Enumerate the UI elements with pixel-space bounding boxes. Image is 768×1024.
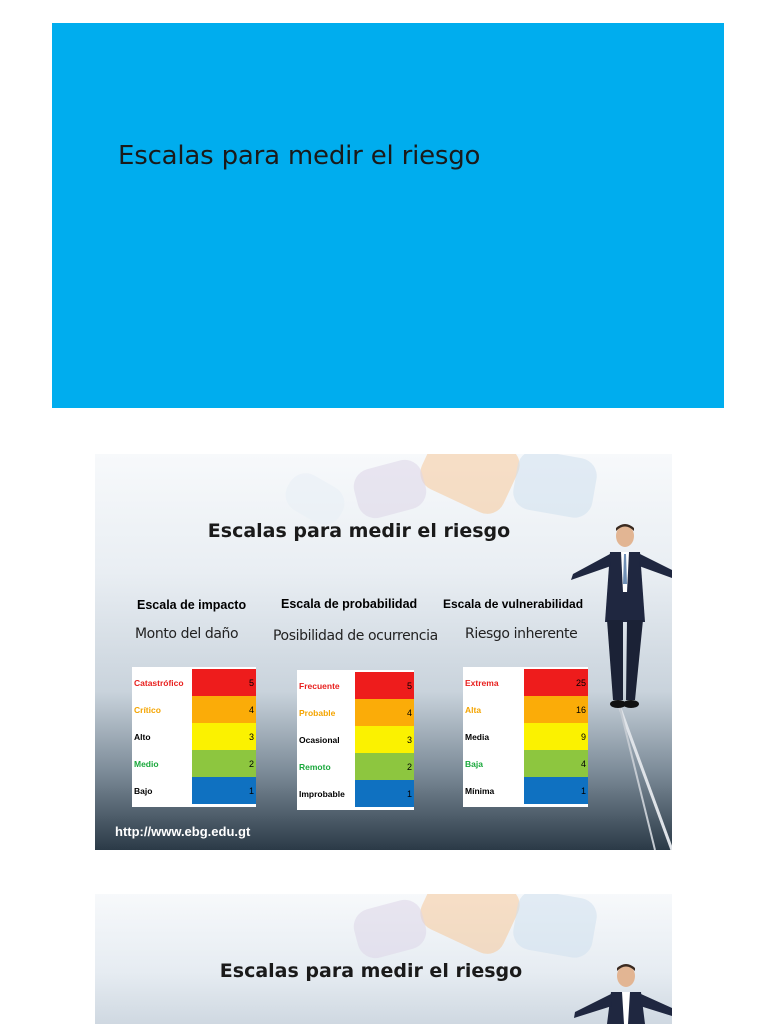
scale-heading-vulnerabilidad: Escala de vulnerabilidad [443, 597, 584, 611]
table-row [132, 750, 256, 777]
row-value: 3 [406, 735, 412, 745]
row-value: 2 [406, 762, 412, 772]
table-row [132, 696, 256, 723]
table-row [132, 777, 256, 804]
decor-shape [414, 454, 525, 520]
row-value: 5 [248, 678, 254, 688]
table-row [297, 753, 414, 780]
row-label: Alto [134, 732, 151, 742]
table-row [297, 780, 414, 807]
decor-shape [350, 896, 431, 962]
level-bar [192, 669, 256, 696]
slide-3-title: Escalas para medir el riesgo [219, 960, 523, 982]
row-label: Media [465, 732, 490, 742]
row-value: 25 [575, 678, 586, 688]
slide-1-title: Escalas para medir el riesgo [118, 141, 481, 171]
row-label: Crítico [134, 705, 161, 715]
level-bar [192, 777, 256, 804]
businessman-image [571, 962, 672, 1024]
impact-scale-table [132, 667, 256, 807]
row-value: 5 [406, 681, 412, 691]
scale-subtitle-impacto: Monto del daño [135, 626, 239, 642]
row-value: 3 [248, 732, 254, 742]
row-value: 1 [248, 786, 254, 796]
slide-3 [95, 894, 672, 1024]
row-label: Extrema [465, 678, 499, 688]
level-bar [192, 696, 256, 723]
decor-shape [510, 894, 599, 960]
slide-2 [95, 454, 672, 850]
row-value: 4 [248, 705, 254, 715]
row-label: Catastrófico [134, 678, 184, 688]
row-label: Medio [134, 759, 159, 769]
slide-2-title: Escalas para medir el riesgo [207, 520, 511, 542]
row-label: Remoto [299, 762, 331, 772]
row-value: 9 [580, 732, 586, 742]
row-value: 16 [575, 705, 586, 715]
decor-shape [350, 456, 431, 522]
decor-shape [414, 894, 525, 960]
level-bar [355, 780, 414, 807]
website-url: http://www.ebg.edu.gt [115, 824, 251, 839]
table-row [297, 699, 414, 726]
row-label: Improbable [299, 789, 345, 799]
level-bar [355, 726, 414, 753]
scale-heading-probabilidad: Escala de probabilidad [281, 597, 418, 611]
row-value: 4 [406, 708, 412, 718]
row-value: 1 [406, 789, 412, 799]
row-label: Mínima [465, 786, 495, 796]
row-value: 4 [580, 759, 586, 769]
table-row [132, 723, 256, 750]
table-row [297, 726, 414, 753]
row-label: Bajo [134, 786, 153, 796]
slide-1 [52, 23, 724, 408]
level-bar [192, 723, 256, 750]
decor-shape [510, 454, 599, 520]
probability-scale-table [297, 670, 414, 810]
level-bar [192, 750, 256, 777]
level-bar [355, 672, 414, 699]
table-row [297, 672, 414, 699]
row-label: Ocasional [299, 735, 340, 745]
scale-subtitle-probabilidad: Posibilidad de ocurrencia [273, 628, 438, 644]
row-label: Alta [465, 705, 482, 715]
scale-heading-impacto: Escala de impacto [137, 598, 247, 612]
table-row [132, 669, 256, 696]
row-label: Baja [465, 759, 483, 769]
row-label: Probable [299, 708, 336, 718]
level-bar [355, 699, 414, 726]
scale-subtitle-vulnerabilidad: Riesgo inherente [465, 626, 578, 642]
row-value: 1 [580, 786, 586, 796]
businessman-image [565, 522, 672, 850]
row-value: 2 [248, 759, 254, 769]
row-label: Frecuente [299, 681, 340, 691]
level-bar [355, 753, 414, 780]
